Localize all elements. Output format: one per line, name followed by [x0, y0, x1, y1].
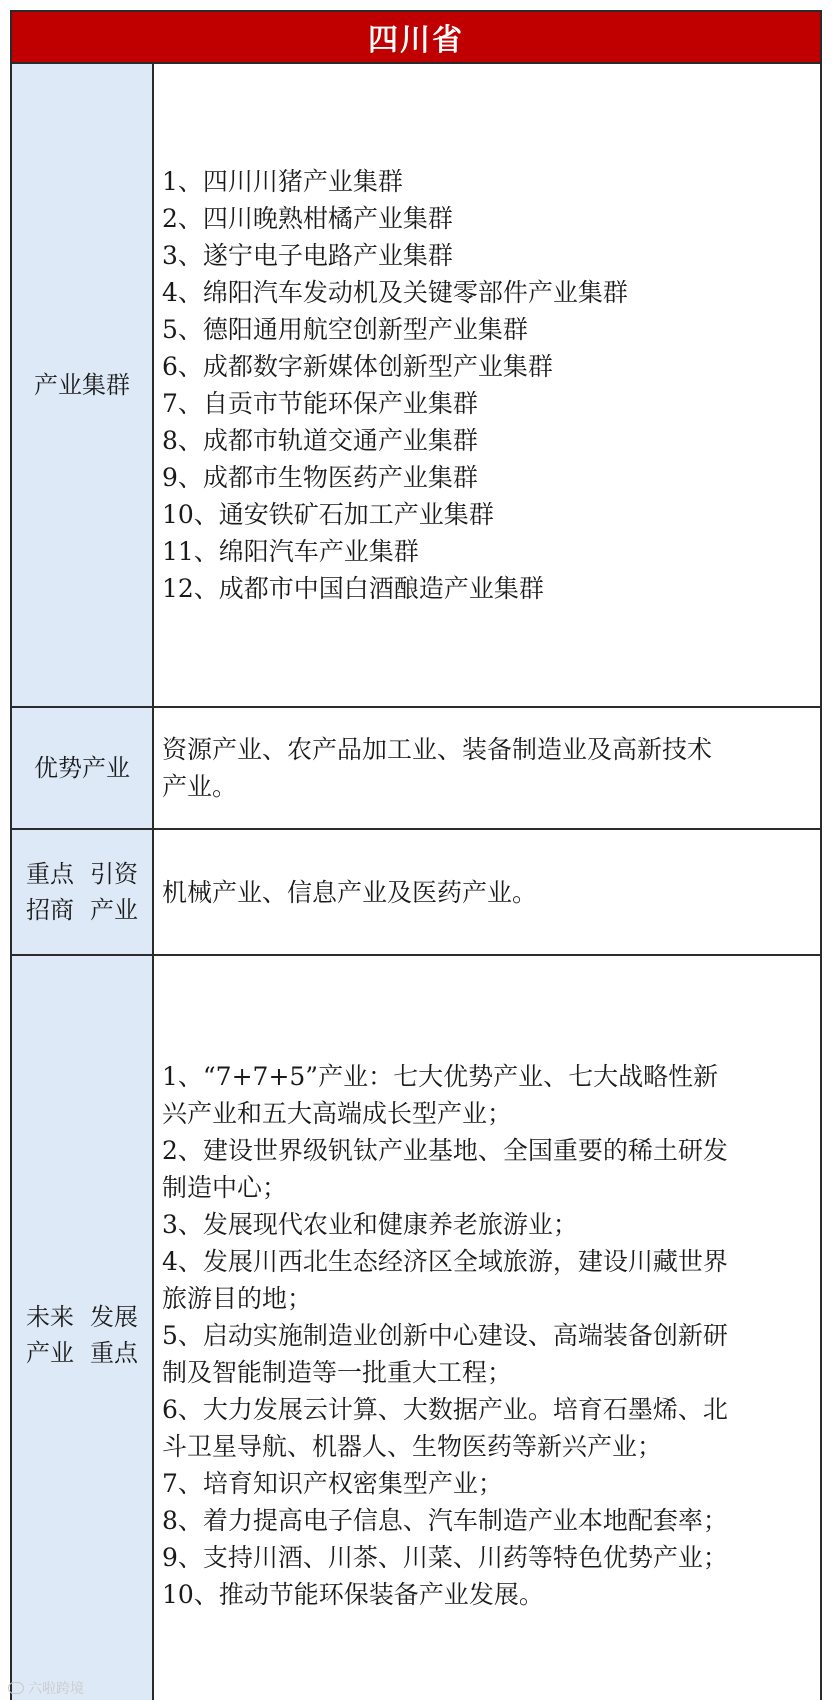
list-item: 制及智能制造等一批重大工程；	[162, 1357, 513, 1387]
list-item: 2、四川晚熟柑橘产业集群	[162, 204, 453, 233]
row-content	[154, 64, 820, 706]
list-item: 2、建设世界级钒钛产业基地、全国重要的稀土研发	[162, 1135, 728, 1165]
row-label-text: 优势产业	[34, 754, 130, 782]
list-item: 7、自贡市节能环保产业集群	[162, 389, 478, 418]
table-row-investment-industries	[12, 830, 820, 956]
list-item: 10、通安铁矿石加工产业集群	[162, 500, 494, 529]
list-item: 12、成都市中国白酒酿造产业集群	[162, 574, 544, 603]
content-line: 机械产业、信息产业及医药产业。	[162, 877, 538, 907]
row-label	[12, 956, 154, 1700]
list-item: 8、成都市轨道交通产业集群	[162, 426, 478, 455]
province-title: 四川省	[368, 23, 464, 58]
watermark-logo-icon	[8, 1682, 24, 1694]
list-item: 3、遂宁电子电路产业集群	[162, 241, 453, 270]
list-item: 3、发展现代农业和健康养老旅游业；	[162, 1209, 578, 1239]
row-label-text: 发展重点	[90, 1303, 138, 1367]
row-label-text: 引资产业	[90, 860, 138, 924]
list-item: 10、推动节能环保装备产业发展。	[162, 1579, 544, 1609]
row-label-text: 产业集群	[34, 371, 130, 399]
list-item: 9、成都市生物医药产业集群	[162, 463, 478, 492]
content-line: 资源产业、农产品加工业、装备制造业及高新技术	[162, 735, 713, 764]
list-item: 8、着力提高电子信息、汽车制造产业本地配套率；	[162, 1505, 728, 1535]
list-item: 制造中心；	[162, 1172, 288, 1202]
industry-table	[10, 10, 822, 1700]
list-item: 4、发展川西北生态经济区全域旅游，建设川藏世界	[162, 1246, 728, 1276]
row-label	[12, 708, 154, 828]
list-item: 1、四川川猪产业集群	[162, 167, 403, 196]
row-content	[154, 708, 820, 828]
list-item: 旅游目的地；	[162, 1283, 313, 1313]
row-label	[12, 64, 154, 706]
row-content	[154, 830, 820, 954]
list-item: 兴产业和五大高端成长型产业；	[162, 1098, 513, 1128]
row-label-text: 重点招商	[26, 860, 74, 924]
row-label-text: 未来产业	[26, 1303, 74, 1367]
watermark-text: 六啦跨境	[28, 1681, 84, 1697]
table-row-advantage-industries	[12, 708, 820, 830]
list-item: 5、德阳通用航空创新型产业集群	[162, 315, 528, 344]
row-label	[12, 830, 154, 954]
watermark	[8, 1678, 84, 1698]
list-item: 11、绵阳汽车产业集群	[162, 537, 419, 566]
list-item: 9、支持川酒、川茶、川菜、川药等特色优势产业；	[162, 1542, 728, 1572]
table-row-future-focus	[12, 956, 820, 1700]
list-item: 7、培育知识产权密集型产业；	[162, 1468, 503, 1498]
list-item: 6、大力发展云计算、大数据产业。培育石墨烯、北	[162, 1394, 728, 1424]
content-line: 产业。	[162, 772, 238, 801]
list-item: 1、“7+7+5”产业：七大优势产业、七大战略性新	[162, 1061, 719, 1091]
table-header	[12, 12, 820, 64]
list-item: 6、成都数字新媒体创新型产业集群	[162, 352, 553, 381]
list-item: 斗卫星导航、机器人、生物医药等新兴产业；	[162, 1431, 663, 1461]
table-row-industry-clusters	[12, 64, 820, 708]
list-item: 4、绵阳汽车发动机及关键零部件产业集群	[162, 278, 628, 307]
list-item: 5、启动实施制造业创新中心建设、高端装备创新研	[162, 1320, 728, 1350]
row-content	[154, 956, 820, 1700]
